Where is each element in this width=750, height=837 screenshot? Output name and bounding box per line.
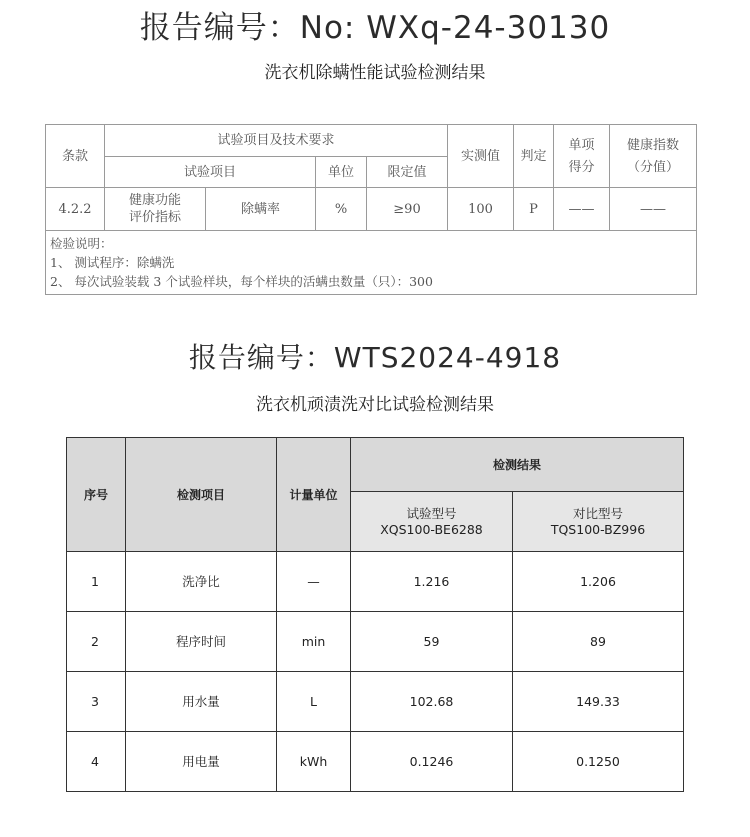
- header-compare-model: [513, 492, 684, 552]
- note-1: 1、 测试程序：除螨洗: [50, 255, 175, 270]
- report-number-1: 报告编号：No: WXq-24-30130: [139, 10, 611, 46]
- row-judgement: P: [514, 188, 554, 231]
- row-test-value: 102.68: [351, 672, 513, 732]
- row-category-line2: 评价指标: [128, 210, 181, 225]
- row-compare-value: 89: [513, 612, 684, 672]
- header-seq: 序号: [67, 438, 126, 552]
- report-subtitle-1: 洗衣机除螨性能试验检测结果: [264, 63, 486, 83]
- stain-wash-table-container: [66, 437, 683, 792]
- header-test-model-label: 试验型号: [406, 505, 457, 521]
- row-limit: ≥90: [367, 188, 448, 231]
- row-item: 程序时间: [126, 612, 277, 672]
- table-row: [67, 672, 684, 732]
- header-compare-model-value: TQS100-BZ996: [550, 521, 646, 537]
- row-health-index: ——: [610, 188, 697, 231]
- row-measured: 100: [448, 188, 514, 231]
- header-judgement: 判定: [514, 125, 554, 188]
- header-limit: 限定值: [367, 157, 448, 188]
- header-item: 检测项目: [126, 438, 277, 552]
- header-test-model-value: XQS100-BE6288: [380, 521, 483, 537]
- header-unit: 计量单位: [277, 438, 351, 552]
- header-test-item: 试验项目: [105, 157, 316, 188]
- row-test-value: 1.216: [351, 552, 513, 612]
- header-health-index-line2: （分值）: [627, 159, 680, 175]
- row-compare-value: 1.206: [513, 552, 684, 612]
- row-item: 除螨率: [206, 188, 316, 231]
- header-health-index: [610, 125, 697, 188]
- header-item-score: [554, 125, 610, 188]
- header-unit: 单位: [316, 157, 367, 188]
- row-unit: %: [316, 188, 367, 231]
- report-subtitle-2: 洗衣机顽渍洗对比试验检测结果: [256, 395, 494, 415]
- row-clause: 4.2.2: [46, 188, 105, 231]
- table-row: [67, 612, 684, 672]
- stain-wash-table: [66, 437, 684, 792]
- header-test-items-requirements: 试验项目及技术要求: [105, 125, 448, 157]
- header-health-index-line1: 健康指数: [627, 137, 680, 153]
- row-seq: 4: [67, 732, 126, 792]
- row-item: 用水量: [126, 672, 277, 732]
- row-item: 用电量: [126, 732, 277, 792]
- note-2: 2、 每次试验装载 3 个试验样块，每个样块的活螨虫数量（只）：300: [50, 274, 433, 289]
- row-test-value: 59: [351, 612, 513, 672]
- header-item-score-line2: 得分: [568, 159, 595, 175]
- header-compare-model-label: 对比型号: [573, 505, 624, 521]
- row-compare-value: 149.33: [513, 672, 684, 732]
- report-number-2: 报告编号：WTS2024-4918: [188, 341, 562, 374]
- notes-heading: 检验说明：: [50, 236, 113, 251]
- header-clause: 条款: [46, 125, 105, 188]
- row-item: 洗净比: [126, 552, 277, 612]
- row-category: [105, 188, 206, 231]
- row-category-line1: 健康功能: [128, 193, 181, 208]
- header-results: 检测结果: [351, 438, 684, 492]
- row-compare-value: 0.1250: [513, 732, 684, 792]
- row-unit: L: [277, 672, 351, 732]
- table-row: [67, 552, 684, 612]
- row-item-score: ——: [554, 188, 610, 231]
- row-test-value: 0.1246: [351, 732, 513, 792]
- header-measured: 实测值: [448, 125, 514, 188]
- header-test-model: [351, 492, 513, 552]
- row-unit: kWh: [277, 732, 351, 792]
- header-item-score-line1: 单项: [568, 137, 595, 153]
- row-seq: 2: [67, 612, 126, 672]
- mite-removal-table-container: [45, 124, 696, 295]
- row-seq: 1: [67, 552, 126, 612]
- row-unit: min: [277, 612, 351, 672]
- mite-removal-table: [45, 124, 697, 295]
- row-seq: 3: [67, 672, 126, 732]
- table-row: [67, 732, 684, 792]
- notes-cell: [46, 231, 697, 295]
- row-unit: —: [277, 552, 351, 612]
